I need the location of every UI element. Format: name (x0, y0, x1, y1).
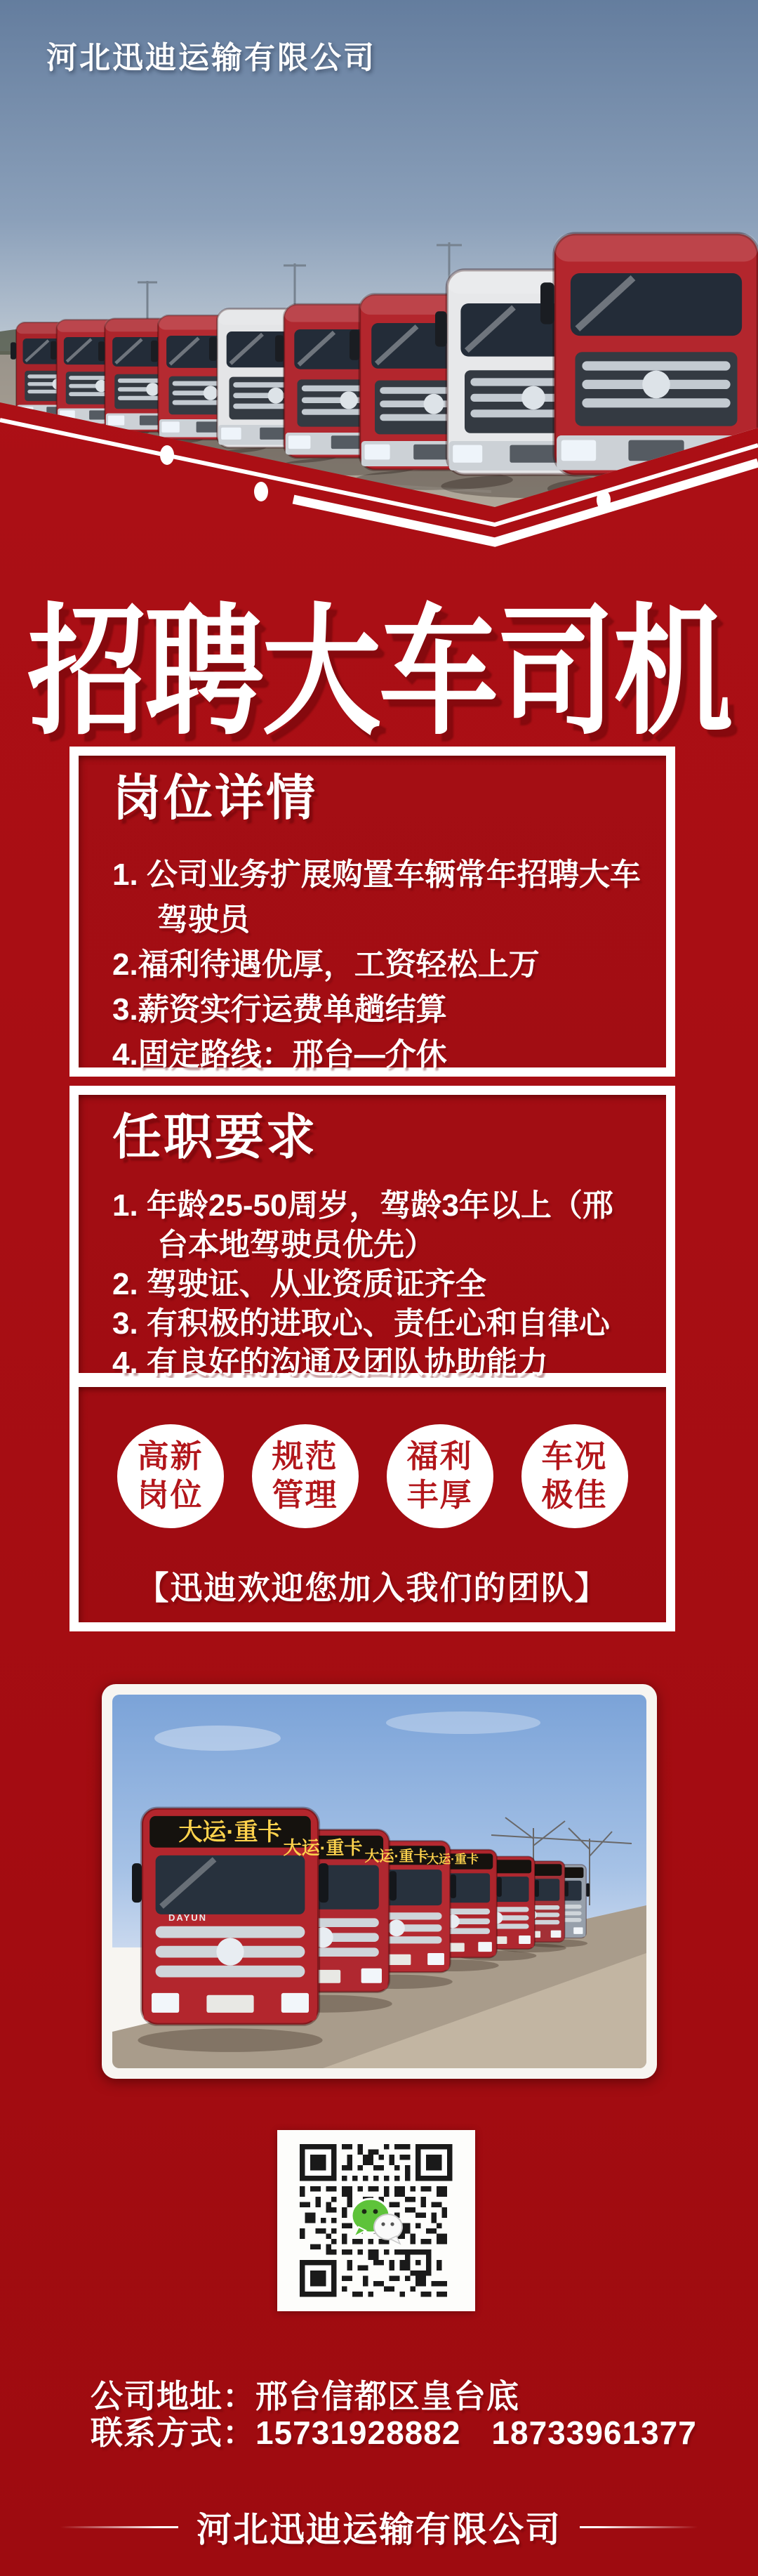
footer-divider-left (60, 2526, 178, 2528)
job-details-heading: 岗位详情 (112, 770, 317, 825)
welcome-text: 【迅迪欢迎您加入我们的团队】 (136, 1570, 609, 1606)
requirements-list (79, 1186, 666, 1383)
list-item: 1. 公司业务扩展购置车辆常年招聘大车驾驶员 (112, 857, 641, 937)
badge-line: 岗位 (137, 1477, 204, 1513)
footer-company-name: 河北迅迪运输有限公司 (197, 2510, 561, 2549)
qr-pattern (277, 2130, 475, 2311)
ribbon-dot (160, 445, 174, 465)
list-item: 2.福利待遇优厚，工资轻松上万 (112, 947, 540, 982)
badge-line: 管理 (272, 1477, 338, 1513)
truck-banner-text: 大运·重卡 (364, 1848, 429, 1865)
list-item: 1. 年龄25-50周岁，驾龄3年以上（邢台本地驾驶员优先） (112, 1188, 613, 1262)
job-details-list (79, 853, 666, 1077)
truck-brand-text: DAYUN (168, 1912, 208, 1923)
job-details-panel (69, 747, 675, 1077)
truck-fleet-photo-frame (102, 1684, 657, 2079)
badge-line: 极佳 (541, 1477, 608, 1513)
ribbon-dot (254, 482, 268, 501)
list-item: 4. 有良好的沟通及团队协助能力 (112, 1346, 548, 1380)
badge-high-salary (117, 1424, 224, 1528)
contact-phones (91, 2407, 697, 2454)
list-item: 3. 有积极的进取心、责任心和自律心 (112, 1306, 610, 1341)
wechat-qr-code (277, 2130, 475, 2311)
truck-fleet-photo-top (0, 0, 758, 523)
list-item: 2. 驾驶证、从业资质证齐全 (112, 1267, 486, 1301)
badge-great-vehicles (521, 1424, 628, 1528)
truck-fleet-scene-top (0, 0, 758, 523)
phone-number-1: 15731928882 (255, 2414, 461, 2451)
footer-divider-right (580, 2526, 698, 2528)
phone-number-2: 18733961377 (491, 2414, 697, 2451)
address-value: 邢台信都区皇台底 (255, 2378, 519, 2414)
list-item: 3.薪资实行运费单趟结算 (112, 992, 447, 1027)
truck-banner-text: 大运·重卡 (427, 1853, 479, 1866)
badge-row (79, 1424, 666, 1528)
footer (0, 2504, 758, 2549)
requirements-heading: 任职要求 (112, 1110, 317, 1164)
address-label: 公司地址： (91, 2378, 255, 2414)
requirements-panel (69, 1086, 675, 1382)
list-item: 4.固定路线：邢台—介休 (112, 1037, 447, 1072)
badge-line: 高新 (137, 1438, 204, 1475)
badges-panel (69, 1378, 675, 1631)
phone-label: 联系方式： (91, 2414, 255, 2451)
ribbon-dot (597, 490, 611, 510)
company-name-overlay: 河北迅迪运输有限公司 (46, 41, 376, 75)
badge-rich-benefits (387, 1424, 493, 1528)
truck-banner-text: 大运·重卡 (178, 1819, 282, 1846)
badge-line: 车况 (541, 1438, 608, 1475)
page-title: 招聘大车司机 (27, 593, 731, 751)
badge-line: 福利 (406, 1438, 473, 1475)
badge-standard-management (252, 1424, 359, 1528)
badge-line: 规范 (272, 1438, 338, 1475)
truck-banner-text: 大运·重卡 (283, 1837, 363, 1858)
badge-line: 丰厚 (406, 1477, 473, 1513)
truck-fleet-scene-bottom (112, 1695, 646, 2068)
